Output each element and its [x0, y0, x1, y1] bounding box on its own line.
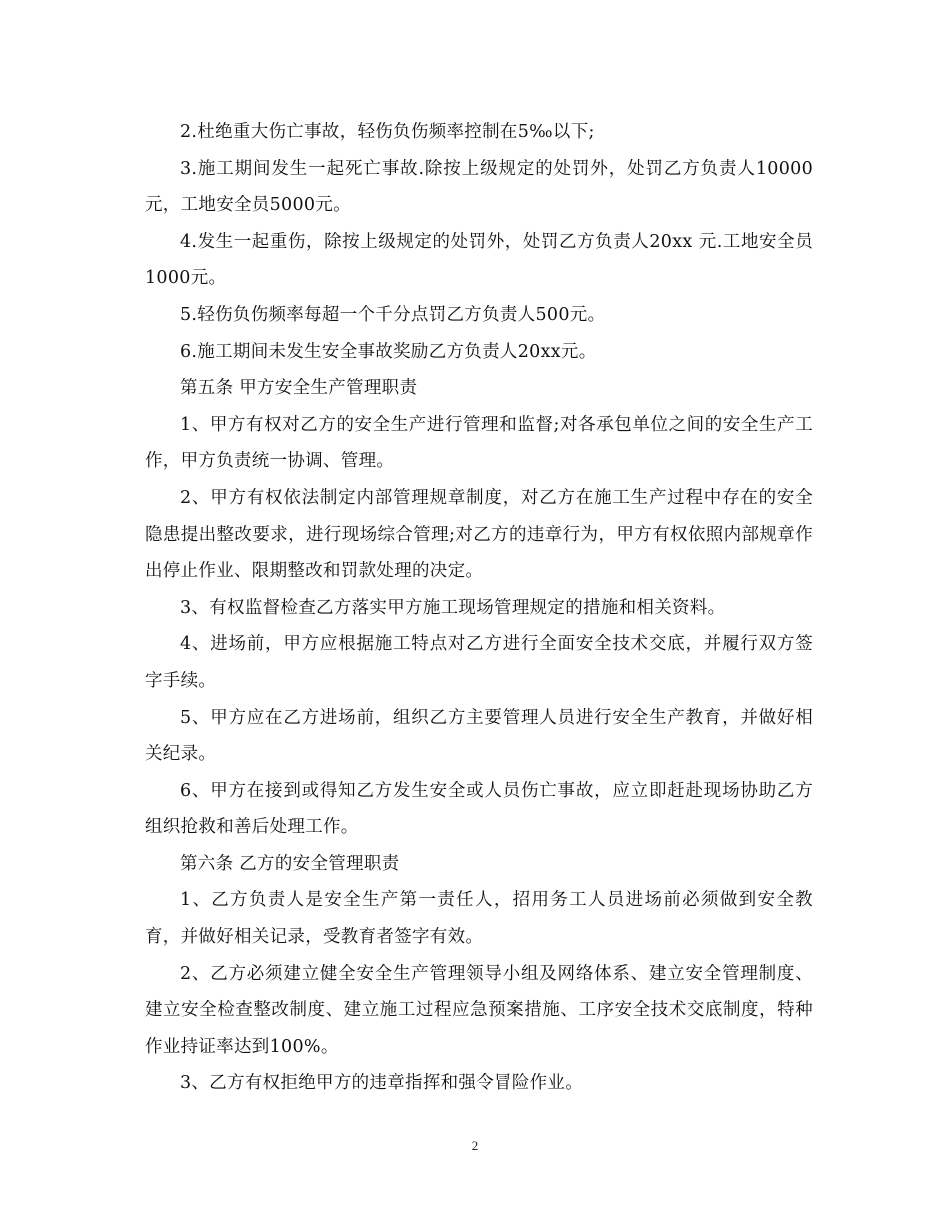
- paragraph-article-5-item-2: 2、甲方有权依法制定内部管理规章制度，对乙方在施工生产过程中存在的安全隐患提出整改要求，进行现场综合管理;对乙方的违章行为，甲方有权依照内部规章作出停止作业、限期整改和罚款处理的决定。: [145, 487, 813, 582]
- section-heading-article-5: 第五条 甲方安全生产管理职责: [180, 378, 418, 399]
- paragraph-article-5-item-6: 6、甲方在接到或得知乙方发生安全或人员伤亡事故，应立即赶赴现场协助乙方组织抢救和善后处理工作。: [145, 780, 813, 838]
- paragraph-article-6-item-3: 3、乙方有权拒绝甲方的违章指挥和强令冒险作业。: [180, 1073, 584, 1094]
- paragraph-article-5-item-1: 1、甲方有权对乙方的安全生产进行管理和监督;对各承包单位之间的安全生产工作，甲方负责统一协调、管理。: [145, 414, 813, 472]
- section-heading-article-6: 第六条 乙方的安全管理职责: [180, 853, 400, 874]
- document-body: [145, 114, 813, 1102]
- page-number: 2: [471, 1138, 479, 1153]
- paragraph-safety-reward: 6.施工期间未发生安全事故奖励乙方负责人20xx元。: [180, 341, 597, 362]
- paragraph-article-5-item-3: 3、有权监督检查乙方落实甲方施工现场管理规定的措施和相关资料。: [180, 597, 726, 618]
- paragraph-injury-rate-penalty: 5.轻伤负伤频率每超一个千分点罚乙方负责人500元。: [180, 304, 606, 325]
- paragraph-fatal-accident-penalty: 3.施工期间发生一起死亡事故.除按上级规定的处罚外，处罚乙方负责人10000元，工地安全员5000元。: [145, 158, 813, 216]
- paragraph-injury-rate: 2.杜绝重大伤亡事故，轻伤负伤频率控制在5‰以下;: [180, 122, 595, 142]
- paragraph-article-5-item-4: 4、进场前，甲方应根据施工特点对乙方进行全面安全技术交底，并履行双方签字手续。: [145, 634, 813, 691]
- paragraph-article-6-item-2: 2、乙方必须建立健全安全生产管理领导小组及网络体系、建立安全管理制度、建立安全检查整改制度、建立施工过程应急预案措施、工序安全技术交底制度，特种作业持证率达到100%。: [145, 963, 813, 1057]
- paragraph-article-6-item-1: 1、乙方负责人是安全生产第一责任人，招用务工人员进场前必须做到安全教育，并做好相关记录，受教育者签字有效。: [145, 890, 813, 948]
- paragraph-article-5-item-5: 5、甲方应在乙方进场前，组织乙方主要管理人员进行安全生产教育，并做好相关纪录。: [145, 707, 813, 765]
- paragraph-serious-injury-penalty: 4.发生一起重伤，除按上级规定的处罚外，处罚乙方负责人20xx 元.工地安全员1000元。: [145, 231, 813, 289]
